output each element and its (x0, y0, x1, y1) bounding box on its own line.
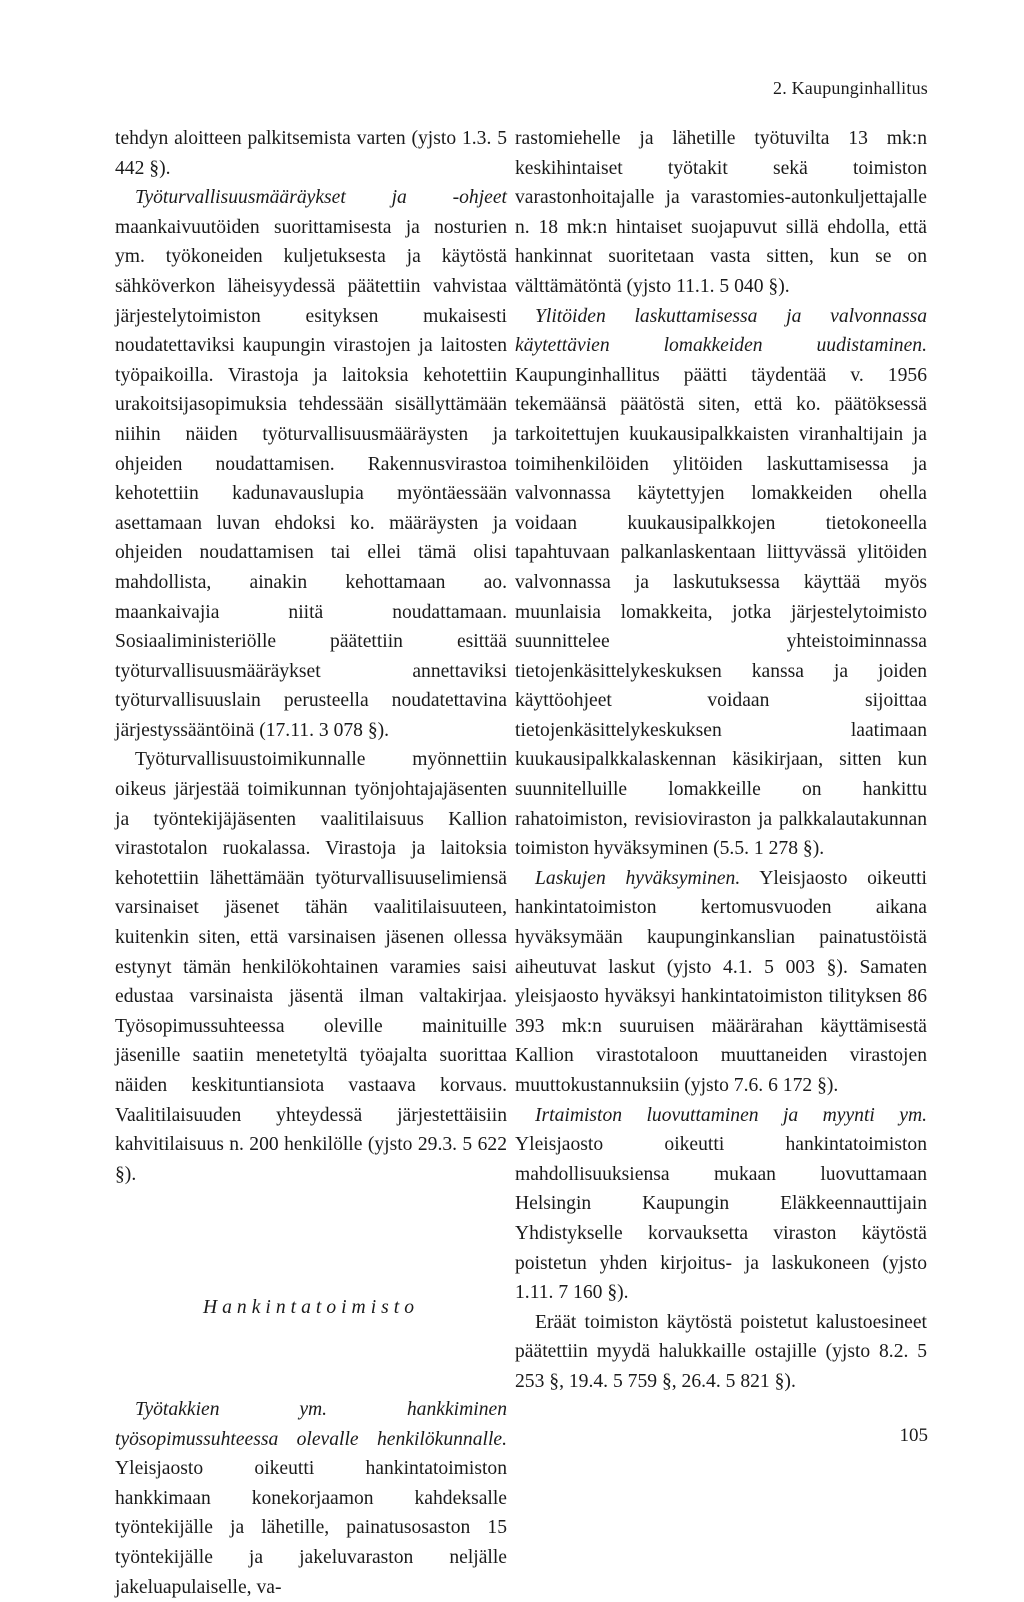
page-number: 105 (899, 1425, 928, 1446)
running-head: 2. Kaupunginhallitus (773, 78, 928, 98)
paragraph-text: Yleisjaosto oikeutti hankintatoimiston kertomusvuoden aikana hyväksymään kaupunginkanslian painatustöistä aiheutuvat laskut (yjsto 4.1. 5 003 §). Samaten yleisjaosto hyväksyi hankintatoimiston tilityksen 86 393 mk:n suuruisen määrärahan käyttämisestä Kallion virastotaloon muuttaneiden virastojen muuttokustannuksiin (yjsto 7.6. 6 172 §). (515, 867, 927, 1096)
paragraph: tehdyn aloitteen palkitsemista varten (yjsto 1.3. 5 442 §). (115, 128, 507, 179)
paragraph-text: Yleisjaosto oikeutti hankintatoimiston hankkimaan konekorjaamon kahdeksalle työntekijälle ja lähetille, painatusosaston 15 työntekijälle ja jakeluvaraston neljälle jakeluapulaiselle, va- (115, 1458, 507, 1598)
paragraph: Eräät toimiston käytöstä poistetut kalustoesineet päätettiin myydä halukkaille ostajille (yjsto 8.2. 5 253 §, 19.4. 5 759 §, 26.4. 5 821 §). (515, 1311, 927, 1392)
paragraph-heading: Laskujen hyväksyminen. (535, 867, 741, 889)
paragraph: Työturvallisuustoimikunnalle myönnettiin oikeus järjestää toimikunnan työnjohtajajäsenten ja työntekijäjäsenten vaalitilaisuus Kallion virastotalon ruokalassa. Virastoja ja laitoksia kehotettiin lähettämään työturvallisuuselimiensä varsinaiset jäsenet tähän vaalitilaisuuteen, kuitenkin siten, että varsinaisen jäsenen ollessa estynyt tämän henkilökohtainen varamies saisi edustaa varsinaista jäsentä ilman valtakirjaa. Työsopimussuhteessa oleville mainituille jäsenille saatiin menetetyltä työajalta suorittaa näiden keskituntiansiota vastaava korvaus. Vaalitilaisuuden yhteydessä järjestettäisiin kahvitilaisuus n. 200 henkilölle (yjsto 29.3. 5 622 §). (115, 749, 507, 1185)
paragraph-heading: Työturvallisuusmääräykset ja -ohjeet (135, 187, 507, 209)
section-title: Hankintatoimisto (202, 1297, 420, 1319)
paragraph-heading: Ylitöiden laskuttamisessa ja valvonnassa käytettävien lomakkeiden uudistaminen. (515, 305, 927, 357)
paragraph (515, 1101, 927, 1308)
paragraph-heading: Irtaimiston luovuttaminen ja myynti ym. (535, 1104, 927, 1126)
paragraph (115, 183, 507, 745)
paragraph: rastomiehelle ja lähetille työtuvilta 13 mk:n keskihintaiset työtakit sekä toimiston varastonhoitajalle ja varastomies-autonkuljettajalle n. 18 mk:n hintaiset suojapuvut sillä ehdolla, että hankinnat suoritetaan vasta sitten, kun se on välttämätöntä (yjsto 11.1. 5 040 §). (515, 128, 927, 297)
left-column (115, 124, 507, 1602)
paragraph-text: Yleisjaosto oikeutti hankintatoimiston mahdollisuuksiensa mukaan luovuttamaan Helsingin Kaupungin Eläkkeennauttijain Yhdistykselle korvauksetta viraston käytöstä poistetun yhden kirjoitus- ja laskukoneen (yjsto 1.11. 7 160 §). (515, 1134, 927, 1304)
paragraph (515, 302, 927, 864)
paragraph (515, 864, 927, 1101)
paragraph-text: Kaupunginhallitus päätti täydentää v. 1956 tekemäänsä päätöstä siten, että ko. päätöksessä tarkoitettujen kuukausipalkkaisten viranhaltijain ja toimihenkilöiden ylitöiden laskuttamisessa ja valvonnassa käytettyjen lomakkeiden ohella voidaan kuukausipalkkojen tietokoneella tapahtuvaan palkanlaskentaan liittyvässä ylitöiden valvonnassa ja laskutuksessa käyttää myös muunlaisia lomakkeita, jotka järjestelytoimisto suunnittelee yhteistoiminnassa tietojenkäsittelykeskuksen kanssa ja joiden käyttöohjeet voidaan sijoittaa tietojenkäsittelykeskuksen laatimaan kuukausipalkkalaskennan käsikirjaan, sitten kun suunnitelluille lomakkeille on hankittu rahatoimiston, revisioviraston ja palkkalautakunnan toimiston hyväksyminen (5.5. 1 278 §). (515, 364, 927, 860)
paragraph-text: maankaivuutöiden suorittamisesta ja nosturien ym. työkoneiden kuljetuksesta ja käytöstä sähköverkon läheisyydessä päätettiin vahvistaa järjestelytoimiston esityksen mukaisesti noudatettaviksi kaupungin virastojen ja laitosten työpaikoilla. Virastoja ja laitoksia kehotettiin urakoitsijasopimuksia tehdessään sisällyttämään niihin näiden työturvallisuusmääräysten ja ohjeiden noudattamisen. Rakennusvirastoa kehotettiin kadunavauslupia myöntäessään asettamaan luvan ehdoksi ko. määräysten ja ohjeiden noudattamisen tai ellei tämä olisi mahdollista, ainakin kehottamaan ao. maankaivajia niitä noudattamaan. Sosiaaliministeriölle päätettiin esittää työturvallisuusmääräykset annettaviksi työturvallisuuslain perusteella noudatettavina järjestyssääntöinä (17.11. 3 078 §). (115, 216, 507, 741)
right-column (515, 124, 927, 1397)
paragraph (115, 1395, 507, 1602)
paragraph-heading: Työtakkien ym. hankkiminen työsopimussuhteessa olevalle henkilökunnalle. (115, 1398, 507, 1450)
